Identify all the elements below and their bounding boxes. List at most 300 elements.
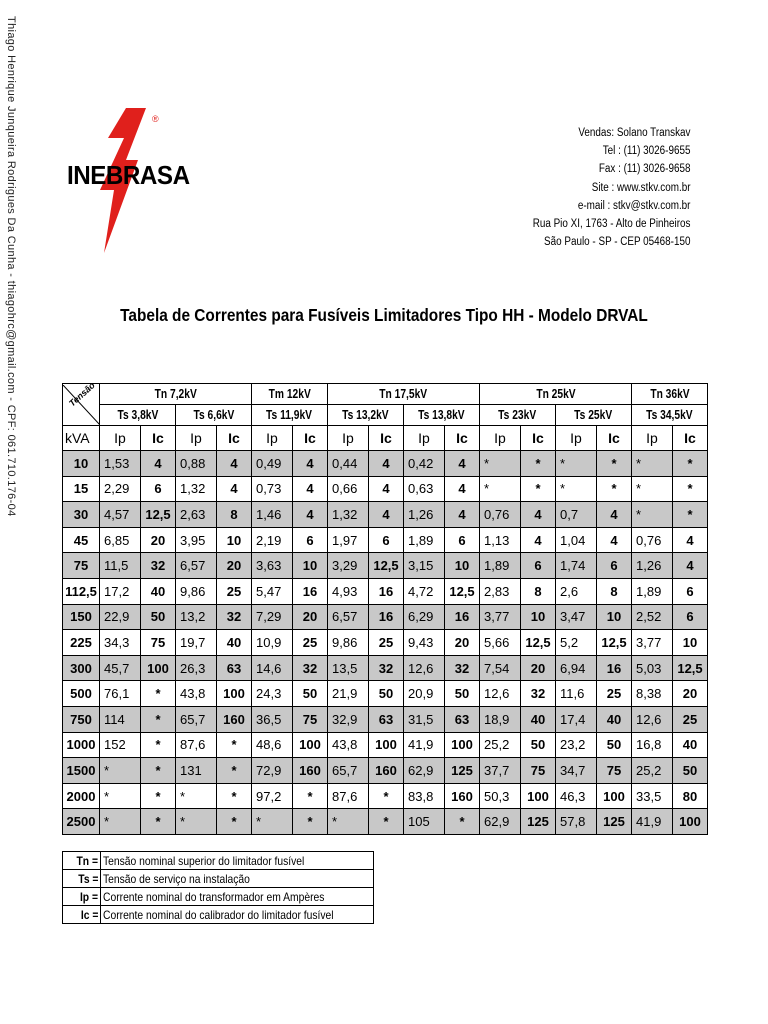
ic-value-cell: 6	[141, 476, 176, 502]
ic-column-header: Ic	[217, 426, 252, 451]
kva-cell: 75	[63, 553, 100, 579]
ip-value-cell: 20,9	[404, 681, 445, 707]
ic-value-cell: 50	[141, 604, 176, 630]
ic-value-cell: 160	[369, 758, 404, 784]
ip-value-cell: *	[328, 809, 369, 835]
ic-value-cell: 12,5	[521, 630, 556, 656]
ic-value-cell: 12,5	[445, 578, 480, 604]
kva-cell: 15	[63, 476, 100, 502]
contact-line: Rua Pio XI, 1763 - Alto de Pinheiros	[532, 218, 690, 231]
ic-value-cell: 50	[369, 681, 404, 707]
tn-header: Tn 7,2kV	[100, 384, 252, 405]
ip-value-cell: 8,38	[632, 681, 673, 707]
kva-cell: 45	[63, 527, 100, 553]
ic-value-cell: 75	[293, 706, 328, 732]
ip-value-cell: 0,76	[632, 527, 673, 553]
kva-column-header: kVA	[63, 426, 100, 451]
ic-value-cell: *	[521, 451, 556, 477]
ic-value-cell: *	[293, 809, 328, 835]
kva-cell: 112,5	[63, 578, 100, 604]
ic-value-cell: *	[369, 783, 404, 809]
ic-value-cell: 40	[521, 706, 556, 732]
ip-column-header: Ip	[556, 426, 597, 451]
ic-value-cell: 12,5	[673, 655, 708, 681]
ip-value-cell: 41,9	[404, 732, 445, 758]
ip-value-cell: 2,19	[252, 527, 293, 553]
ic-value-cell: 16	[597, 655, 632, 681]
ip-value-cell: 1,89	[480, 553, 521, 579]
table-row	[63, 732, 708, 758]
ic-column-header: Ic	[521, 426, 556, 451]
ip-value-cell: 3,15	[404, 553, 445, 579]
legend-table	[62, 851, 374, 924]
ip-value-cell: 0,49	[252, 451, 293, 477]
ic-value-cell: 4	[293, 451, 328, 477]
ic-value-cell: 6	[673, 578, 708, 604]
ip-column-header: Ip	[480, 426, 521, 451]
ip-value-cell: *	[556, 476, 597, 502]
ic-value-cell: 63	[217, 655, 252, 681]
ic-value-cell: 20	[141, 527, 176, 553]
ts-header: Ts 23kV	[480, 405, 556, 426]
ip-value-cell: 1,74	[556, 553, 597, 579]
ic-value-cell: 4	[141, 451, 176, 477]
ip-value-cell: 2,6	[556, 578, 597, 604]
ip-value-cell: *	[252, 809, 293, 835]
ic-value-cell: 6	[597, 553, 632, 579]
ic-value-cell: *	[597, 476, 632, 502]
ts-header: Ts 6,6kV	[176, 405, 252, 426]
table-row	[63, 783, 708, 809]
ip-value-cell: 9,86	[176, 578, 217, 604]
ic-column-header: Ic	[369, 426, 404, 451]
table-row	[63, 655, 708, 681]
tn-header: Tn 36kV	[632, 384, 708, 405]
ic-value-cell: *	[141, 706, 176, 732]
ip-value-cell: 7,29	[252, 604, 293, 630]
ic-value-cell: 12,5	[597, 630, 632, 656]
ip-value-cell: 50,3	[480, 783, 521, 809]
ic-value-cell: 160	[217, 706, 252, 732]
ic-value-cell: 100	[445, 732, 480, 758]
ip-value-cell: 0,73	[252, 476, 293, 502]
ip-value-cell: 25,2	[480, 732, 521, 758]
ic-value-cell: 100	[521, 783, 556, 809]
legend-key: Ip =	[63, 888, 101, 906]
voltage-corner-cell	[63, 379, 100, 426]
ip-value-cell: 48,6	[252, 732, 293, 758]
ts-header: Ts 3,8kV	[100, 405, 176, 426]
ip-value-cell: 13,2	[176, 604, 217, 630]
ic-value-cell: 16	[293, 578, 328, 604]
ic-value-cell: *	[445, 809, 480, 835]
ip-value-cell: 13,5	[328, 655, 369, 681]
table-row	[63, 809, 708, 835]
ic-value-cell: 4	[521, 502, 556, 528]
ip-value-cell: 1,32	[328, 502, 369, 528]
ip-value-cell: 7,54	[480, 655, 521, 681]
ip-value-cell: 6,94	[556, 655, 597, 681]
ic-value-cell: *	[217, 783, 252, 809]
ip-value-cell: 62,9	[404, 758, 445, 784]
ip-value-cell: 22,9	[100, 604, 141, 630]
table-row	[63, 604, 708, 630]
ic-value-cell: 6	[673, 604, 708, 630]
ip-value-cell: 0,7	[556, 502, 597, 528]
ip-value-cell: 5,2	[556, 630, 597, 656]
ts-header: Ts 25kV	[556, 405, 632, 426]
ip-value-cell: 76,1	[100, 681, 141, 707]
ic-value-cell: *	[141, 681, 176, 707]
ip-column-header: Ip	[100, 426, 141, 451]
kva-cell: 150	[63, 604, 100, 630]
ic-value-cell: 32	[445, 655, 480, 681]
ic-value-cell: 20	[445, 630, 480, 656]
ic-value-cell: 160	[445, 783, 480, 809]
ic-value-cell: *	[141, 783, 176, 809]
ic-value-cell: 20	[293, 604, 328, 630]
ip-value-cell: 131	[176, 758, 217, 784]
table-row	[63, 578, 708, 604]
table-row	[63, 527, 708, 553]
kva-cell: 1000	[63, 732, 100, 758]
ip-value-cell: 32,9	[328, 706, 369, 732]
ip-value-cell: 65,7	[328, 758, 369, 784]
ic-value-cell: 10	[521, 604, 556, 630]
ip-column-header: Ip	[176, 426, 217, 451]
ip-value-cell: *	[632, 476, 673, 502]
ip-value-cell: 3,29	[328, 553, 369, 579]
ic-value-cell: 4	[673, 527, 708, 553]
ip-value-cell: 4,93	[328, 578, 369, 604]
contact-line: São Paulo - SP - CEP 05468-150	[543, 236, 690, 249]
ip-value-cell: 0,44	[328, 451, 369, 477]
ic-value-cell: 4	[369, 502, 404, 528]
ic-value-cell: 8	[217, 502, 252, 528]
document-title: Tabela de Correntes para Fusíveis Limitadores Tipo HH - Modelo DRVAL	[120, 305, 648, 325]
ip-value-cell: 12,6	[480, 681, 521, 707]
ic-value-cell: *	[521, 476, 556, 502]
ic-value-cell: 75	[597, 758, 632, 784]
ic-value-cell: 4	[369, 451, 404, 477]
kva-cell: 2000	[63, 783, 100, 809]
ic-value-cell: 160	[293, 758, 328, 784]
ip-value-cell: 3,95	[176, 527, 217, 553]
ip-value-cell: 25,2	[632, 758, 673, 784]
current-table	[62, 379, 708, 835]
ic-value-cell: 63	[369, 706, 404, 732]
ic-value-cell: 75	[141, 630, 176, 656]
ic-column-header: Ic	[141, 426, 176, 451]
kva-cell: 30	[63, 502, 100, 528]
ic-value-cell: 125	[445, 758, 480, 784]
ic-value-cell: 25	[293, 630, 328, 656]
ip-value-cell: 1,97	[328, 527, 369, 553]
ic-value-cell: 50	[293, 681, 328, 707]
ip-value-cell: *	[480, 476, 521, 502]
ip-value-cell: 2,29	[100, 476, 141, 502]
ic-value-cell: 100	[369, 732, 404, 758]
ts-header: Ts 34,5kV	[632, 405, 708, 426]
ip-value-cell: 3,63	[252, 553, 293, 579]
legend-description: Tensão de serviço na instalação	[101, 870, 374, 888]
ic-value-cell: 40	[217, 630, 252, 656]
ip-column-header: Ip	[404, 426, 445, 451]
ip-value-cell: 105	[404, 809, 445, 835]
ts-header: Ts 13,2kV	[328, 405, 404, 426]
contact-block	[532, 124, 690, 251]
ip-value-cell: 26,3	[176, 655, 217, 681]
ic-value-cell: 32	[369, 655, 404, 681]
ic-value-cell: *	[217, 758, 252, 784]
ic-value-cell: 50	[597, 732, 632, 758]
kva-cell: 2500	[63, 809, 100, 835]
ip-value-cell: 12,6	[404, 655, 445, 681]
table-row	[63, 681, 708, 707]
ic-value-cell: *	[141, 758, 176, 784]
ip-value-cell: *	[100, 758, 141, 784]
ip-value-cell: 1,26	[632, 553, 673, 579]
tn-header: Tn 17,5kV	[328, 384, 480, 405]
ic-value-cell: 32	[217, 604, 252, 630]
ip-value-cell: 6,29	[404, 604, 445, 630]
contact-line[interactable]: Site : www.stkv.com.br	[591, 181, 690, 194]
ip-value-cell: 65,7	[176, 706, 217, 732]
ip-value-cell: 1,04	[556, 527, 597, 553]
table-row	[63, 706, 708, 732]
ip-value-cell: 9,43	[404, 630, 445, 656]
ic-value-cell: 4	[445, 451, 480, 477]
ip-value-cell: *	[632, 451, 673, 477]
ip-value-cell: *	[480, 451, 521, 477]
ip-value-cell: 31,5	[404, 706, 445, 732]
ip-column-header: Ip	[632, 426, 673, 451]
ic-value-cell: 25	[217, 578, 252, 604]
ip-value-cell: 10,9	[252, 630, 293, 656]
ip-value-cell: 2,63	[176, 502, 217, 528]
ip-value-cell: 19,7	[176, 630, 217, 656]
ic-value-cell: 50	[673, 758, 708, 784]
ip-value-cell: 1,32	[176, 476, 217, 502]
ic-value-cell: 6	[293, 527, 328, 553]
ic-value-cell: 4	[369, 476, 404, 502]
ic-column-header: Ic	[597, 426, 632, 451]
tn-header: Tm 12kV	[252, 384, 328, 405]
ip-value-cell: 83,8	[404, 783, 445, 809]
ic-value-cell: *	[141, 809, 176, 835]
table-row	[63, 553, 708, 579]
ic-value-cell: 100	[217, 681, 252, 707]
ip-value-cell: 5,47	[252, 578, 293, 604]
ip-value-cell: 45,7	[100, 655, 141, 681]
ip-value-cell: 5,03	[632, 655, 673, 681]
ip-value-cell: 0,76	[480, 502, 521, 528]
ic-value-cell: 4	[293, 476, 328, 502]
ip-value-cell: 1,89	[404, 527, 445, 553]
ip-value-cell: 4,72	[404, 578, 445, 604]
inebrasa-logo	[64, 108, 194, 253]
ic-value-cell: 16	[369, 604, 404, 630]
kva-cell: 500	[63, 681, 100, 707]
ic-value-cell: 100	[597, 783, 632, 809]
table-row	[63, 451, 708, 477]
ic-value-cell: *	[673, 502, 708, 528]
ip-value-cell: *	[176, 809, 217, 835]
legend-key: Ic =	[63, 906, 101, 924]
ip-value-cell: 21,9	[328, 681, 369, 707]
ic-value-cell: 25	[369, 630, 404, 656]
ic-value-cell: 20	[217, 553, 252, 579]
ic-value-cell: 4	[445, 502, 480, 528]
ic-value-cell: 16	[445, 604, 480, 630]
ip-value-cell: 24,3	[252, 681, 293, 707]
ip-value-cell: 33,5	[632, 783, 673, 809]
ic-value-cell: 6	[369, 527, 404, 553]
ip-value-cell: 0,63	[404, 476, 445, 502]
ic-value-cell: 100	[673, 809, 708, 835]
ip-value-cell: 0,88	[176, 451, 217, 477]
ip-value-cell: 34,7	[556, 758, 597, 784]
ip-value-cell: 1,26	[404, 502, 445, 528]
ip-value-cell: *	[100, 809, 141, 835]
ic-value-cell: 80	[673, 783, 708, 809]
kva-cell: 225	[63, 630, 100, 656]
ip-value-cell: 0,42	[404, 451, 445, 477]
kva-cell: 10	[63, 451, 100, 477]
contact-line: Fax : (11) 3026-9658	[598, 163, 690, 176]
ic-value-cell: 10	[597, 604, 632, 630]
table-row	[63, 502, 708, 528]
ic-value-cell: 4	[597, 527, 632, 553]
ip-value-cell: 36,5	[252, 706, 293, 732]
ip-value-cell: 1,13	[480, 527, 521, 553]
ip-value-cell: 37,7	[480, 758, 521, 784]
ip-value-cell: 72,9	[252, 758, 293, 784]
ic-value-cell: 8	[521, 578, 556, 604]
ic-value-cell: 4	[217, 451, 252, 477]
ip-value-cell: 1,46	[252, 502, 293, 528]
contact-line[interactable]: e-mail : stkv@stkv.com.br	[577, 199, 690, 212]
ic-value-cell: 4	[293, 502, 328, 528]
ip-value-cell: 62,9	[480, 809, 521, 835]
legend-key: Tn =	[63, 852, 101, 870]
ic-value-cell: 10	[445, 553, 480, 579]
ip-value-cell: 1,53	[100, 451, 141, 477]
ic-value-cell: *	[217, 809, 252, 835]
ip-value-cell: 3,77	[480, 604, 521, 630]
table-row	[63, 630, 708, 656]
ic-value-cell: 6	[521, 553, 556, 579]
ip-value-cell: 6,85	[100, 527, 141, 553]
voltage-corner-label: Tensão	[67, 379, 97, 408]
ic-value-cell: *	[673, 451, 708, 477]
ip-value-cell: 152	[100, 732, 141, 758]
ip-value-cell: 16,8	[632, 732, 673, 758]
ic-value-cell: 125	[521, 809, 556, 835]
ic-value-cell: 50	[445, 681, 480, 707]
ip-value-cell: 87,6	[328, 783, 369, 809]
contact-line: Vendas: Solano Transkav	[577, 127, 690, 139]
ic-column-header: Ic	[293, 426, 328, 451]
ic-value-cell: 32	[141, 553, 176, 579]
ip-value-cell: *	[632, 502, 673, 528]
ip-value-cell: *	[556, 451, 597, 477]
kva-cell: 750	[63, 706, 100, 732]
ip-value-cell: 17,4	[556, 706, 597, 732]
ip-value-cell: 4,57	[100, 502, 141, 528]
ic-value-cell: 40	[673, 732, 708, 758]
ip-value-cell: 97,2	[252, 783, 293, 809]
ic-value-cell: *	[597, 451, 632, 477]
ip-value-cell: 57,8	[556, 809, 597, 835]
ic-column-header: Ic	[673, 426, 708, 451]
ip-value-cell: 6,57	[176, 553, 217, 579]
ic-value-cell: 25	[673, 706, 708, 732]
logo-wordmark: INEBRASA	[67, 160, 190, 190]
ip-value-cell: 0,66	[328, 476, 369, 502]
ic-value-cell: 6	[445, 527, 480, 553]
ic-value-cell: 4	[597, 502, 632, 528]
ic-value-cell: 125	[597, 809, 632, 835]
ip-value-cell: 2,83	[480, 578, 521, 604]
ic-value-cell: 4	[521, 527, 556, 553]
ip-value-cell: 114	[100, 706, 141, 732]
ic-value-cell: *	[293, 783, 328, 809]
kva-cell: 300	[63, 655, 100, 681]
legend-key: Ts =	[63, 870, 101, 888]
ip-value-cell: *	[100, 783, 141, 809]
ic-value-cell: 20	[521, 655, 556, 681]
ip-column-header: Ip	[252, 426, 293, 451]
ip-value-cell: 17,2	[100, 578, 141, 604]
ic-value-cell: 10	[293, 553, 328, 579]
ic-value-cell: *	[673, 476, 708, 502]
table-row	[63, 476, 708, 502]
ic-value-cell: 20	[673, 681, 708, 707]
ip-value-cell: 5,66	[480, 630, 521, 656]
ic-value-cell: 32	[293, 655, 328, 681]
ip-value-cell: 1,89	[632, 578, 673, 604]
ip-value-cell: 43,8	[176, 681, 217, 707]
ic-value-cell: 32	[521, 681, 556, 707]
legend-description: Tensão nominal superior do limitador fusível	[101, 852, 374, 870]
ic-value-cell: 25	[597, 681, 632, 707]
ic-value-cell: *	[369, 809, 404, 835]
ip-value-cell: 11,6	[556, 681, 597, 707]
ic-value-cell: *	[217, 732, 252, 758]
legend-description: Corrente nominal do calibrador do limitador fusível	[101, 906, 374, 924]
ts-header: Ts 11,9kV	[252, 405, 328, 426]
ts-header: Ts 13,8kV	[404, 405, 480, 426]
ic-value-cell: 12,5	[141, 502, 176, 528]
ic-value-cell: 8	[597, 578, 632, 604]
ip-value-cell: 11,5	[100, 553, 141, 579]
ip-value-cell: 18,9	[480, 706, 521, 732]
ip-value-cell: 34,3	[100, 630, 141, 656]
ic-value-cell: 4	[217, 476, 252, 502]
ic-column-header: Ic	[445, 426, 480, 451]
tn-header: Tn 25kV	[480, 384, 632, 405]
ip-value-cell: 46,3	[556, 783, 597, 809]
kva-cell: 1500	[63, 758, 100, 784]
ip-value-cell: 6,57	[328, 604, 369, 630]
ip-value-cell: 9,86	[328, 630, 369, 656]
ic-value-cell: 16	[369, 578, 404, 604]
ic-value-cell: 4	[445, 476, 480, 502]
ip-value-cell: 14,6	[252, 655, 293, 681]
ic-value-cell: 12,5	[369, 553, 404, 579]
ip-value-cell: 2,52	[632, 604, 673, 630]
